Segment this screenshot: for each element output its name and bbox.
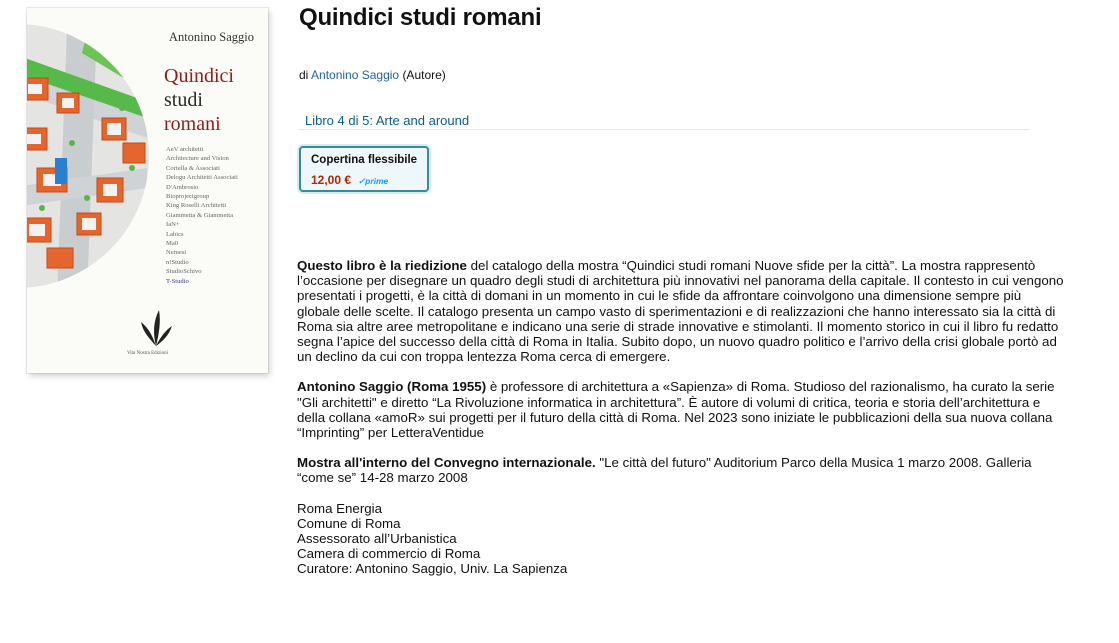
byline (299, 68, 446, 82)
product-title: Quindici studi romani (299, 4, 542, 31)
participant: Cortella & Associati (166, 164, 220, 172)
cover-publisher: Vita Nostra Edizioni (126, 351, 169, 356)
participant: AeV architetti (166, 146, 204, 153)
cover-title-line-1: Quindici (164, 65, 234, 87)
participant: Nemesi (166, 249, 187, 257)
participant: Bioprojectgroup (166, 193, 210, 201)
series-link[interactable]: Libro 4 di 5: Arte and around (305, 113, 470, 128)
author-bio-text: è professore di architettura a «Sapienza» di Roma. Studioso del razionalismo, ha curato la serie "Gli architetti" e diretto “La Rivoluzione informatica in architettura”. È autore di volumi di critica, teoria e storia dell’architettura e della collana «amoR» sui progetti per il futuro della città di Roma. Nel 2023 sono iniziate le pubblicazioni della sua nuova collana “Imprinting” per LetteraVentidue (297, 379, 1055, 441)
credits-list (297, 501, 1067, 577)
byline-prefix: di (299, 68, 309, 82)
cover-author: Antonino Saggio (168, 30, 254, 44)
credit-line: Roma Energia (297, 500, 382, 516)
author-bio-paragraph (297, 379, 1067, 440)
participant: StudioSchivo (166, 268, 202, 276)
participant: King Roselli Architetti (166, 202, 227, 210)
cover-title-line-2: studi (164, 89, 203, 111)
cover-title-line-3: romani (164, 113, 221, 135)
participant: T-Studio (166, 277, 189, 285)
exhibition-paragraph (297, 455, 1067, 485)
book-cover-image[interactable] (27, 8, 268, 373)
description-text: del catalogo della mostra “Quindici studi romani Nuove sfide per la città”. La mostra rappresentò l’occasione per disegnare un quadro degli studi di architettura più innovativi nel panorama della capitale. Il contesto in cui vengono presentati i progetti, è la città di domani in un momento in cui le sfide da affrontare coinvolgono una dimensione sempre più globale delle scelte. Il catalogo presenta un campo vasto di sperimentazioni e di realizzazioni che hanno interessato sia la città di Roma sia altre aree metropolitane e indicano una serie di strade innovative e stimolanti. Il momento storico in cui il libro fu redatto segna l’apice del successo della città di Roma in Italia. Subito dopo, un nuovo quadro politico e l’arrivo della crisi globale portò ad un declino da cui con troppa lentezza Roma cerca di emergere. (297, 258, 1064, 365)
credit-line: Assessorato all’Urbanistica (297, 531, 457, 547)
exhibition-text: "Le città del futuro" Auditorium Parco della Musica 1 marzo 2008. Galleria “come se” 14-28 marzo 2008 (297, 455, 1032, 486)
cover-title (164, 64, 234, 136)
participant: IaN+ (166, 221, 180, 229)
author-role: (Autore) (402, 68, 446, 82)
exhibition-lead: Mostra all'interno del Convegno internazionale. (297, 455, 596, 471)
author-link[interactable]: Antonino Saggio (311, 68, 400, 82)
author-bio-lead: Antonino Saggio (Roma 1955) (297, 379, 487, 395)
description-lead: Questo libro è la riedizione (297, 258, 467, 273)
participant: Labics (166, 230, 184, 238)
description-paragraph (297, 258, 1067, 364)
publisher-logo-icon (139, 308, 173, 348)
participant: n!Studio (166, 258, 189, 266)
participant: Delogu Architetti Associati (166, 174, 238, 182)
divider (299, 129, 1029, 130)
cover-participants-list (166, 145, 266, 286)
participant: Architecture and Vision (166, 155, 229, 163)
credit-line: Curatore: Antonino Saggio, Univ. La Sapienza (297, 561, 568, 577)
format-option-paperback[interactable] (299, 146, 429, 192)
product-description (297, 258, 1067, 577)
format-price: 12,00 € (311, 173, 352, 187)
credit-line: Comune di Roma (297, 515, 401, 531)
participant: D'Ambrosio (166, 183, 199, 191)
prime-badge-icon: ✓prime (358, 176, 389, 186)
participant: Ma0 (166, 240, 179, 248)
format-label: Copertina flessibile (311, 154, 418, 166)
participant: Giammetta & Giammetta (166, 211, 234, 219)
credit-line: Camera di commercio di Roma (297, 546, 481, 562)
